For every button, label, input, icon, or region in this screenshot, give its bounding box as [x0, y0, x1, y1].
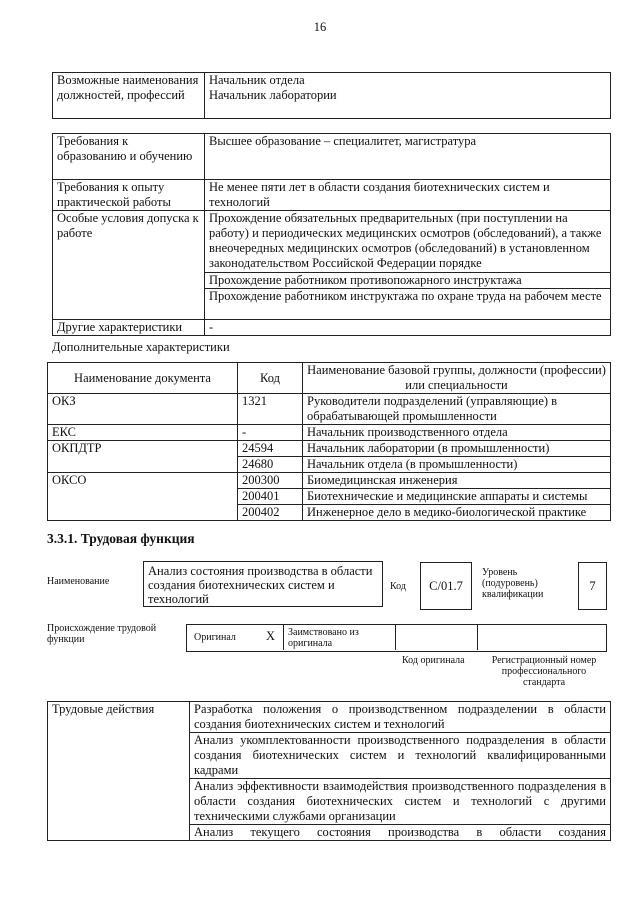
additional-table: [47, 362, 611, 521]
requirement-value: Не менее пяти лет в области создания биотехнических систем и технологий: [205, 180, 611, 211]
borrowed-label: Заимствовано из оригинала: [288, 627, 359, 649]
row-document: ЕКС: [48, 425, 238, 441]
row-name: Руководители подразделений (управляющие) в обрабатывающей промышленности: [303, 394, 611, 425]
requirement-label: Требования к образованию и обучению: [53, 134, 205, 180]
name-label: Наименование: [47, 576, 110, 587]
requirements-table: [52, 133, 611, 336]
divider: [283, 624, 284, 650]
code-value: С/01.7: [429, 579, 463, 593]
labor-action: Анализ текущего состояния производства в области создания: [190, 825, 611, 841]
labor-action: Разработка положения о производственном подразделении в области создания биотехнических систем и технологий: [190, 702, 611, 733]
labor-actions-table: [47, 701, 611, 841]
row-code: 200300: [238, 473, 303, 489]
row-name: Биомедицинская инженерия: [303, 473, 611, 489]
level-box: [578, 562, 607, 610]
header-document: Наименование документа: [48, 363, 238, 394]
row-code: 24680: [238, 457, 303, 473]
row-document: ОКПДТР: [48, 441, 238, 473]
requirement-value: Прохождение обязательных предварительных (при поступлении на работу) и периодических медицинских осмотров (обследований), а также внеочередных медицинских осмотров (обследований) в установленном законодательством Российской Федерации порядке: [205, 211, 611, 273]
labor-action: Анализ эффективности взаимодействия производственного подразделения в области создания биотехнических систем и технологий с другими техническими службами организации: [190, 779, 611, 825]
level-value: 7: [589, 579, 596, 593]
row-code: 1321: [238, 394, 303, 425]
positions-values: [205, 73, 611, 119]
origin-label: Происхождение трудовой функции: [47, 623, 157, 645]
requirement-value: Высшее образование – специалитет, магистратура: [205, 134, 611, 180]
position-value: Начальник лаборатории: [209, 88, 337, 102]
original-mark: X: [266, 629, 276, 643]
row-name: Биотехнические и медицинские аппараты и системы: [303, 489, 611, 505]
requirement-value: Прохождение работником противопожарного инструктажа: [205, 273, 611, 289]
origin-row: [186, 624, 607, 652]
divider: [395, 624, 396, 650]
page-number: 16: [313, 20, 327, 34]
requirement-label: Требования к опыту практической работы: [53, 180, 205, 211]
original-label: Оригинал: [194, 632, 236, 643]
requirement-value: Прохождение работником инструктажа по охране труда на рабочем месте: [205, 289, 611, 320]
header-name: Наименование базовой группы, должности (профессии) или специальности: [303, 363, 611, 394]
level-label: Уровень (подуровень) квалификации: [482, 567, 544, 600]
row-name: Начальник лаборатории (в промышленности): [303, 441, 611, 457]
labor-action: Анализ укомплектованности производственного подразделения в области создания биотехнических систем и технологий квалифицированными кадрами: [190, 733, 611, 779]
function-name-box: [143, 561, 383, 607]
requirement-value: -: [205, 320, 611, 336]
row-code: 24594: [238, 441, 303, 457]
row-document: ОКЗ: [48, 394, 238, 425]
positions-label: Возможные наименования должностей, профессий: [53, 73, 205, 119]
header-code: Код: [238, 363, 303, 394]
position-value: Начальник отдела: [209, 73, 305, 87]
labor-actions-label: Трудовые действия: [48, 702, 190, 841]
positions-table: [52, 72, 611, 119]
function-name: Анализ состояния производства в области создания биотехнических систем и технологий: [148, 564, 373, 606]
requirement-label: Другие характеристики: [53, 320, 205, 336]
additional-title: Дополнительные характеристики: [52, 340, 230, 354]
requirement-label: Особые условия допуска к работе: [53, 211, 205, 320]
row-code: 200401: [238, 489, 303, 505]
code-box: [420, 562, 472, 610]
function-heading: 3.3.1. Трудовая функция: [47, 531, 195, 546]
row-document: ОКСО: [48, 473, 238, 521]
divider: [477, 624, 478, 650]
row-code: -: [238, 425, 303, 441]
row-name: Инженерное дело в медико-биологической практике: [303, 505, 611, 521]
row-code: 200402: [238, 505, 303, 521]
row-name: Начальник отдела (в промышленности): [303, 457, 611, 473]
reg-number-label: Регистрационный номер профессионального стандарта: [491, 655, 597, 688]
row-name: Начальник производственного отдела: [303, 425, 611, 441]
code-label: Код: [390, 581, 406, 592]
code-original-label: Код оригинала: [402, 655, 465, 666]
